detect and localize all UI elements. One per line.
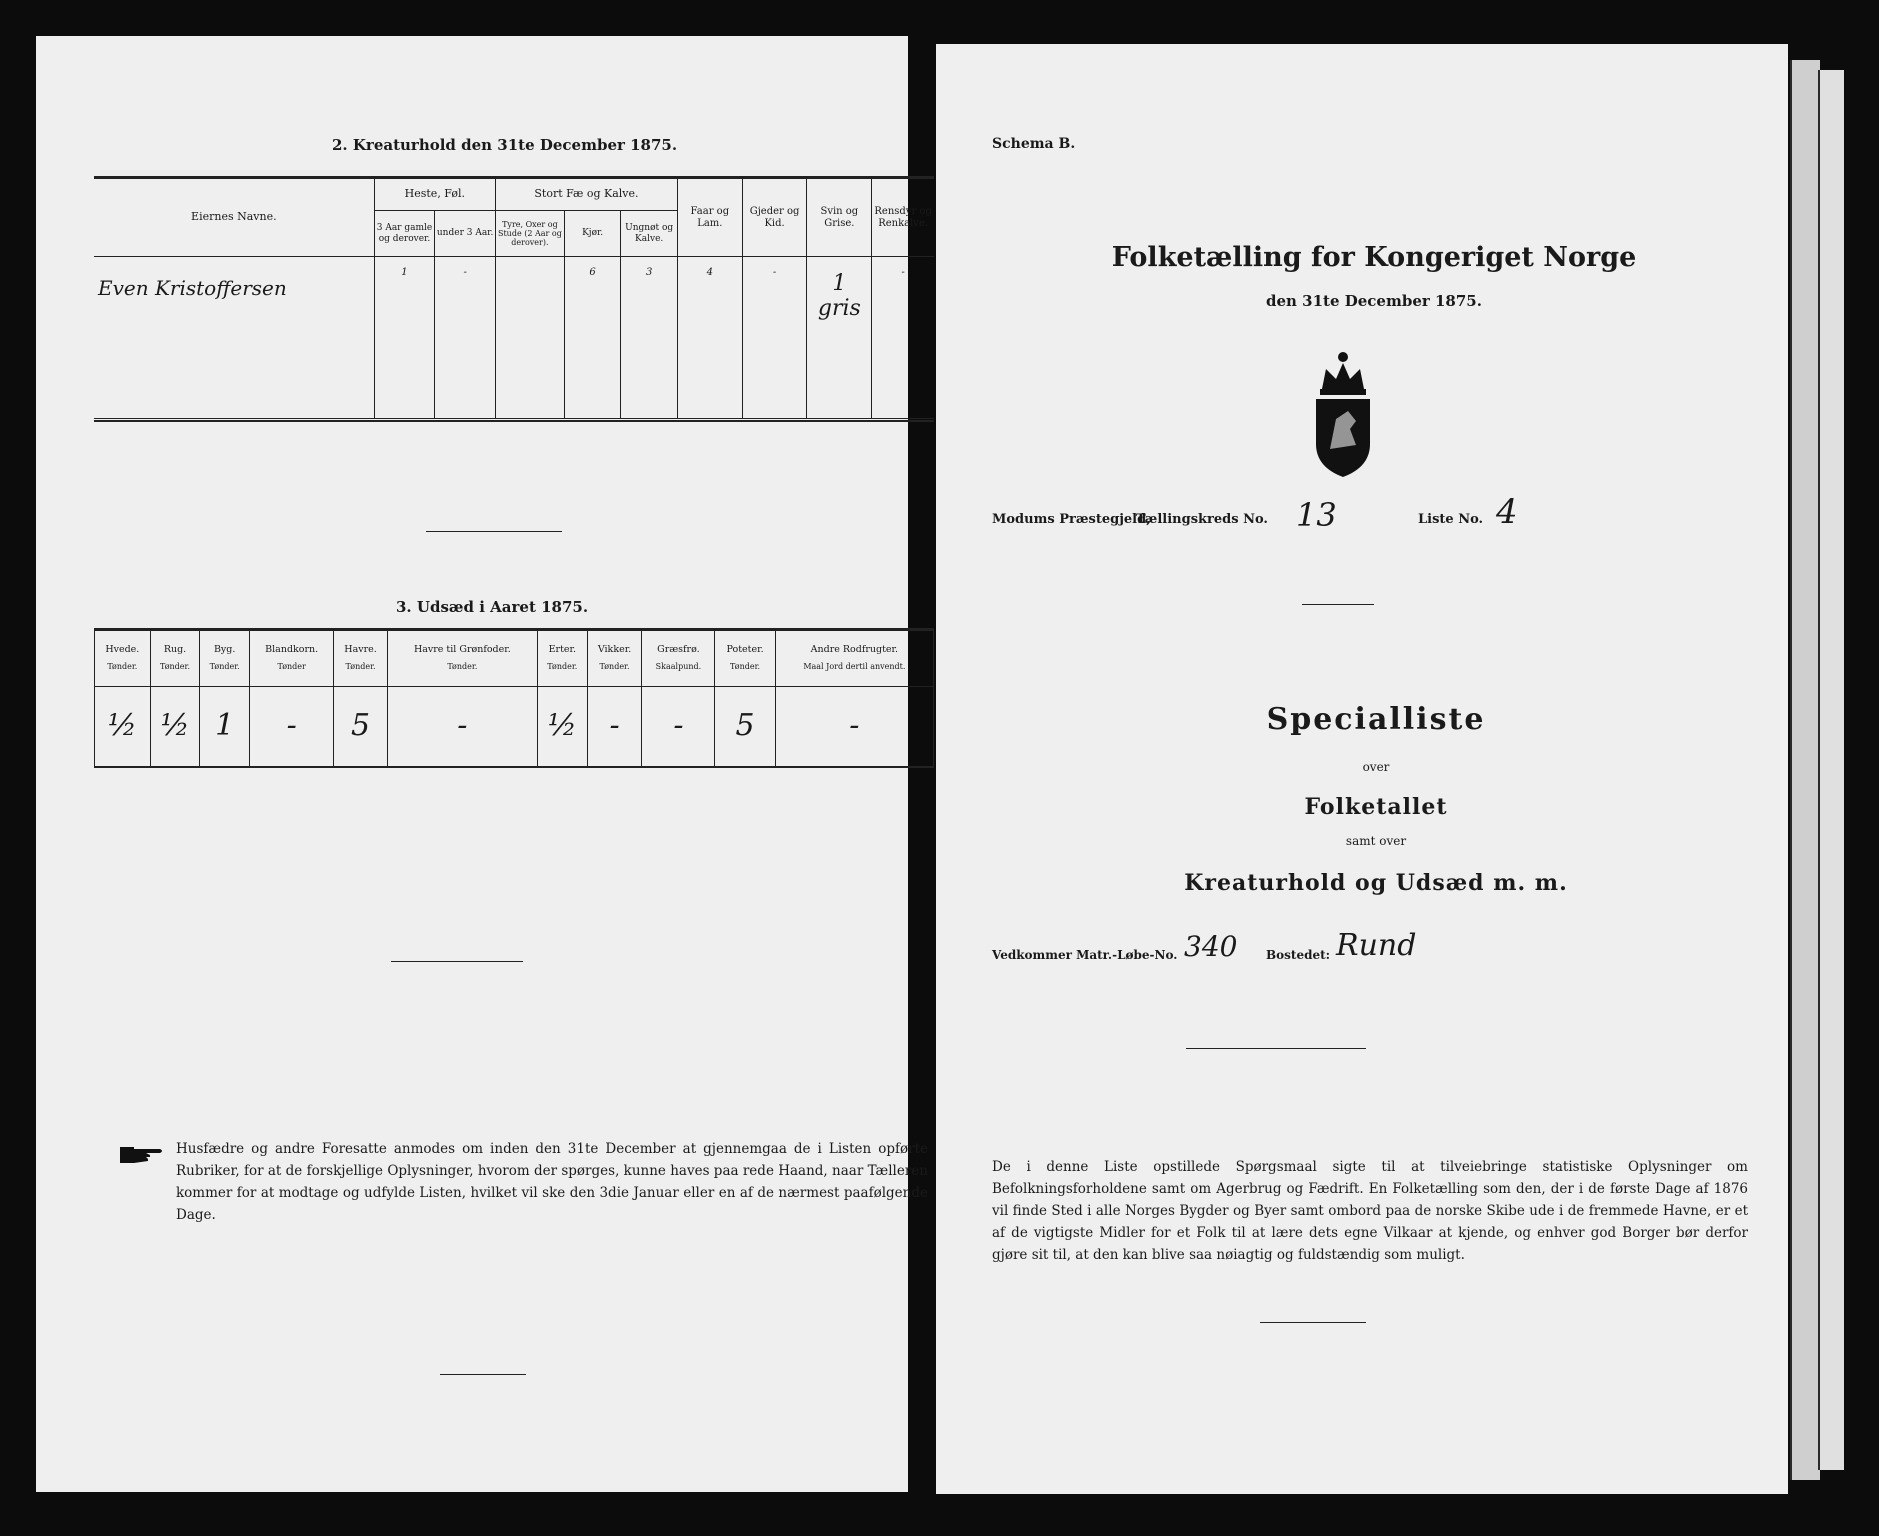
udsaed-col-header (150, 631, 200, 687)
owner-name-cell: Even Kristoffersen (94, 257, 374, 419)
table-bottom-rule (94, 420, 934, 422)
col-heste-group: Heste, Føl. (374, 179, 495, 211)
heste-b-cell: - (435, 257, 496, 419)
col-svin: Svin og Grise. (807, 179, 872, 257)
udsaed-col-header (537, 631, 587, 687)
heste-a-cell: 1 (374, 257, 435, 419)
separator-line-3 (440, 1374, 526, 1375)
prestegjeld-label: Modums Præstegjeld, (992, 512, 1151, 527)
col-stort-b: Kjør. (564, 211, 621, 257)
gjeder-cell: - (742, 257, 807, 419)
col-rensdyr: Rensdyr og Renkalve. (872, 179, 934, 257)
udsaed-value-cell: - (642, 687, 715, 767)
udsaed-col-name: Vikker. (597, 644, 632, 656)
udsaed-col-name: Rug. (163, 644, 187, 656)
col-gjeder: Gjeder og Kid. (742, 179, 807, 257)
col-stort-c: Ungnøt og Kalve. (621, 211, 678, 257)
stort-c-cell: 3 (621, 257, 678, 419)
udsaed-col-name: Poteter. (726, 644, 764, 656)
col-heste-b: under 3 Aar. (435, 211, 496, 257)
liste-label: Liste No. (1418, 512, 1484, 527)
udsaed-value-cell: 5 (715, 687, 775, 767)
right-page (936, 44, 1788, 1494)
udsaed-value-cell: 1 (200, 687, 250, 767)
udsaed-col-name: Blandkorn. (265, 644, 319, 656)
udsaed-table (94, 630, 934, 767)
udsaed-value-cell: 5 (334, 687, 387, 767)
udsaed-col-unit: Tønder. (599, 662, 630, 672)
udsaed-col-unit: Maal Jord dertil anvendt. (803, 662, 906, 672)
kreaturhold-heading: Kreaturhold og Udsæd m. m. (1184, 870, 1568, 896)
section3-title: 3. Udsæd i Aaret 1875. (396, 598, 589, 616)
udsaed-col-header (587, 631, 642, 687)
udsaed-col-header (200, 631, 250, 687)
notice-text: Husfædre og andre Foresatte anmodes om inden den 31te December at gjennemgaa de i Listen opførte Rubriker, for at de forskjellige Oplysninger, hvorom der spørges, kunne haves paa rede Haand, naar Tælleren kommer for at modtage og udfylde Listen, hvilket vil ske den 3die Januar eller en af de nærmest paafølgende Dage. (176, 1141, 928, 1223)
udsaed-col-name: Havre. (344, 644, 377, 656)
col-stort-group: Stort Fæ og Kalve. (495, 179, 677, 211)
intro-paragraph: De i denne Liste opstillede Spørgsmaal sigte til at tilveiebringe statistiske Oplysninger om Befolkningsforholdene samt om Agerbrug og Fædrift. En Folketælling som den, der i de første Dage af 1876 vil finde Sted i alle Norges Bygder og Byer samt ombord paa de norske Skibe ude i de fremmede Havne, er et af de vigtigste Midler for et Folk til at lære dets egne Vilkaar at kjende, og enhver god Borger bør derfor gjøre sit til, at den kan blive saa nøiagtig og fuldstændig som muligt. (992, 1159, 1748, 1263)
separator-line (426, 531, 562, 532)
udsaed-col-unit: Tønder (277, 662, 306, 672)
udsaed-value-cell: - (775, 687, 933, 767)
udsaed-col-unit: Skaalpund. (655, 662, 702, 672)
separator-line-2 (391, 961, 523, 962)
folketallet-heading: Folketallet (1304, 794, 1448, 820)
svin-cell: 1 gris (807, 257, 872, 419)
udsaed-value-cell: ½ (537, 687, 587, 767)
udsaed-value-cell: - (387, 687, 537, 767)
page-edge (1818, 70, 1844, 1470)
section2-title: 2. Kreaturhold den 31te December 1875. (332, 136, 678, 154)
udsaed-col-unit: Tønder. (159, 662, 191, 672)
specialliste-heading: Specialliste (1266, 702, 1486, 737)
udsaed-col-unit: Tønder. (209, 662, 240, 672)
page-edge (1790, 60, 1820, 1480)
bostedet-label: Bostedet: (1266, 948, 1331, 962)
matr-value: 340 (1184, 930, 1238, 963)
udsaed-value-cell: - (250, 687, 334, 767)
udsaed-col-header (95, 631, 151, 687)
col-stort-a: Tyre, Oxer og Stude (2 Aar og derover). (495, 211, 564, 257)
udsaed-col-name: Græsfrø. (657, 644, 700, 656)
udsaed-col-unit: Tønder. (107, 662, 138, 672)
udsaed-col-header (715, 631, 775, 687)
stort-b-cell: 6 (564, 257, 621, 419)
faar-cell: 4 (677, 257, 742, 419)
udsaed-col-unit: Tønder. (730, 662, 761, 672)
left-page (36, 36, 932, 1492)
pointing-hand-icon (120, 1144, 166, 1166)
udsaed-value-cell: ½ (150, 687, 200, 767)
udsaed-bottom-rule (94, 766, 934, 768)
separator-line-3 (1260, 1322, 1366, 1323)
udsaed-col-unit: Tønder. (345, 662, 376, 672)
stort-a-cell (495, 257, 564, 419)
udsaed-col-name: Hvede. (105, 644, 140, 656)
bostedet-value: Rund (1336, 928, 1417, 963)
udsaed-col-header (387, 631, 537, 687)
matr-label: Vedkommer Matr.-Løbe-No. (992, 948, 1178, 962)
udsaed-col-unit: Tønder. (447, 662, 478, 672)
samt-over-label: samt over (1345, 834, 1407, 848)
col-heste-a: 3 Aar gamle og derover. (374, 211, 435, 257)
kreaturhold-table (94, 178, 934, 419)
udsaed-col-name: Havre til Grønfoder. (413, 644, 511, 656)
schema-label: Schema B. (992, 136, 1076, 152)
norwegian-coat-of-arms-icon (1306, 349, 1380, 479)
udsaed-col-name: Andre Rodfrugter. (810, 644, 899, 656)
udsaed-col-name: Erter. (548, 644, 577, 656)
over-label: over (1362, 760, 1390, 774)
udsaed-col-header (250, 631, 334, 687)
kreds-value: 13 (1296, 496, 1337, 534)
udsaed-value-cell: - (587, 687, 642, 767)
col-owner-header: Eiernes Navne. (94, 179, 374, 257)
udsaed-col-unit: Tønder. (547, 662, 578, 672)
liste-value: 4 (1496, 492, 1518, 532)
udsaed-value-cell: ½ (95, 687, 151, 767)
udsaed-col-header (334, 631, 387, 687)
udsaed-col-header (775, 631, 933, 687)
udsaed-col-name: Byg. (213, 644, 236, 656)
col-faar: Faar og Lam. (677, 179, 742, 257)
rensdyr-cell: - (872, 257, 934, 419)
census-date: den 31te December 1875. (1266, 292, 1482, 310)
separator-line-2 (1186, 1048, 1366, 1049)
census-title: Folketælling for Kongeriget Norge (1111, 242, 1637, 273)
kreds-label: Tællingskreds No. (1136, 512, 1268, 527)
separator-line (1302, 604, 1374, 605)
udsaed-col-header (642, 631, 715, 687)
